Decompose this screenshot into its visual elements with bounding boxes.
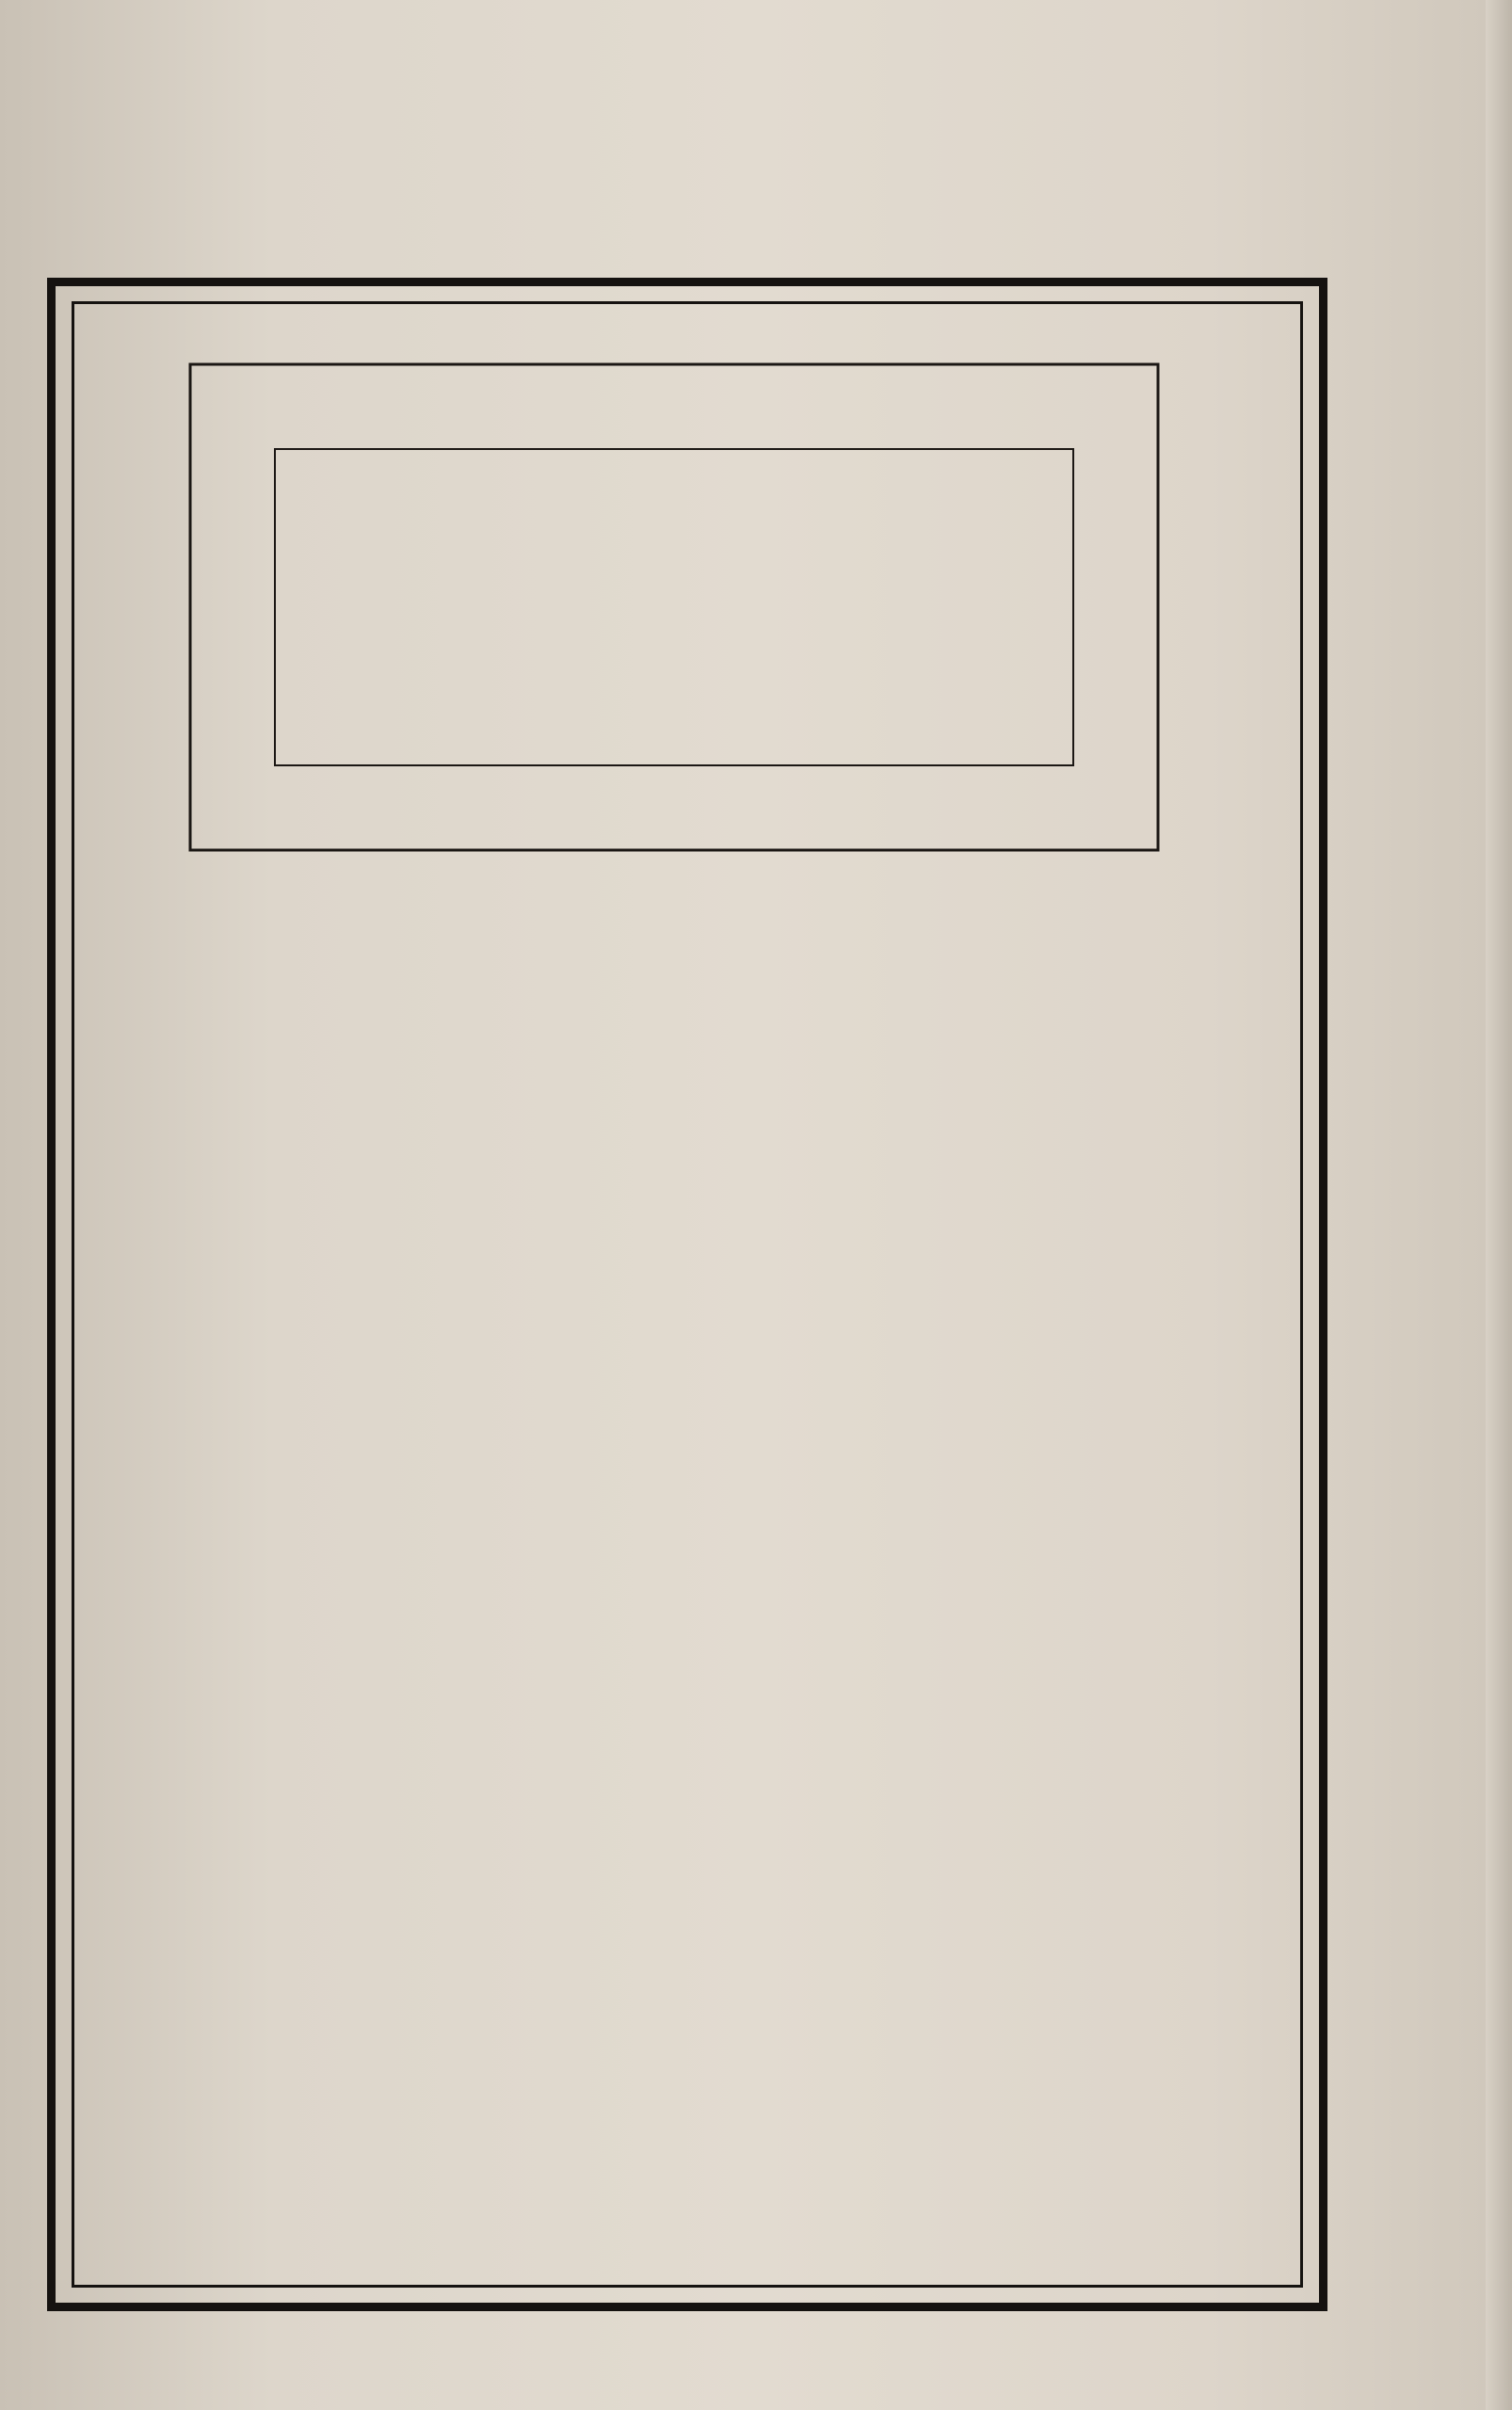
ornamental-frame <box>188 362 1160 852</box>
page-edge <box>1486 0 1512 2410</box>
body-text <box>113 880 1243 2264</box>
